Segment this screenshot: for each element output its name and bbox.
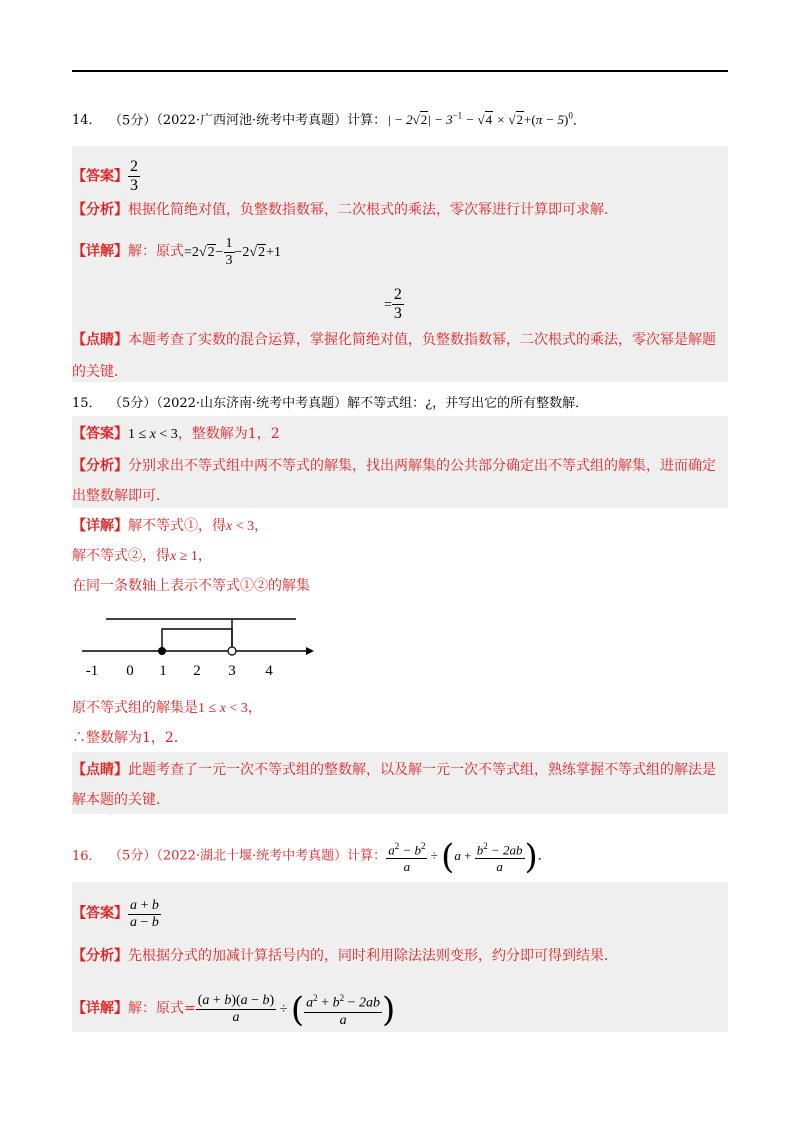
q15-analysis-2: 出整数解即可． [72, 488, 170, 504]
tick-label: -1 [85, 663, 99, 679]
tick-label: 2 [193, 663, 201, 679]
question-15-stem: 15． （5分）（2022·山东济南·统考中考真题）解不等式组：¿，并写出它的所有整数解． [72, 396, 589, 411]
answer-fraction: $\frac{2}{3}$ [130, 158, 138, 194]
q15-comment-1: 【点睛】此题考查了一元一次不等式组的整数解，以及解一元一次不等式组，熟练掌握不等式组的解法是 [72, 762, 716, 778]
open-endpoint [228, 647, 236, 655]
question-source: （2022·广西河池·统考中考真题）计算： [156, 113, 387, 129]
tick-label: 4 [265, 663, 273, 679]
q14-detail-result: = $\frac{2}{3}$ [384, 286, 402, 322]
q14-comment-2: 的关键． [72, 364, 128, 380]
q15-detail-3: 在同一条数轴上表示不等式①②的解集 [72, 578, 310, 594]
q15-detail-1: 【详解】解不等式①，得x < 3， [72, 518, 269, 534]
q15-answer: 【答案】1 ≤ x < 3，整数解为1，2 [72, 426, 280, 442]
question-number: 14． [72, 113, 102, 129]
closed-endpoint [158, 647, 166, 655]
tick-label: 0 [126, 663, 134, 679]
q16-analysis: 【分析】先根据分式的加减计算括号内的，同时利用除法法则变形，约分即可得到结果． [72, 948, 618, 964]
q16-detail: 【详解】解：原式= $\frac{(a + b)(a - b)}{a}$ ÷ ( $\frac{a^2 + b^2 - 2ab}{a}$ ) [72, 989, 396, 1030]
q15-comment-2: 解本题的关键． [72, 792, 170, 808]
q15-detail-2: 解不等式②，得x ≥ 1， [72, 548, 212, 564]
q14-analysis: 【分析】根据化简绝对值，负整数指数幂，二次根式的乘法，零次幂进行计算即可求解． [72, 202, 618, 218]
q14-detail: 【详解】解：原式=2√2− $\frac{1}{3}$ −2√2+1 [72, 236, 281, 268]
number-line-diagram [74, 605, 314, 681]
question-score: （5分） [115, 113, 157, 129]
tick-label: 3 [228, 663, 236, 679]
q15-detail-5: ∴整数解为1，2． [72, 730, 188, 746]
q14-answer: 【答案】 $\frac{2}{3}$ [72, 158, 138, 194]
question-16-stem: 16． （5分）（2022·湖北十堰·统考中考真题）计算： $\frac{a^2 - b^2}{a}$ ÷ (a + $\frac{b^2 - 2ab}{a}$ )． [72, 836, 551, 877]
tick-label: 1 [159, 663, 167, 679]
header-rule [72, 70, 728, 72]
question-14-stem: 14． （5分）（2022·广西河池·统考中考真题）计算： | − $2√2| - 3^{-1} - √4 \times √2+(\pi - 5)^0$． [72, 111, 586, 129]
q16-answer: 【答案】 $\frac{a + b}{a - b}$ [72, 898, 159, 930]
q15-detail-4: 原不等式组的解集是1 ≤ x < 3， [72, 700, 262, 716]
detail-expression: =2√2− $\frac{1}{3}$ −2√2+1 [184, 236, 281, 268]
q14-comment-1: 【点睛】本题考查了实数的混合运算，掌握化简绝对值，负整数指数幂，二次根式的乘法，零次幂是解题 [72, 332, 716, 348]
question-expression: | − $2√2| - 3^{-1} - √4 \times √2+(\pi - 5)^0$ [388, 111, 573, 128]
question-expression: $\frac{a^2 - b^2}{a}$ ÷ (a + $\frac{b^2 - 2ab}{a}$ ) [388, 836, 538, 877]
q15-analysis-1: 【分析】分别求出不等式组中两不等式的解集，找出两解集的公共部分确定出不等式组的解集，进而确定 [72, 458, 716, 474]
